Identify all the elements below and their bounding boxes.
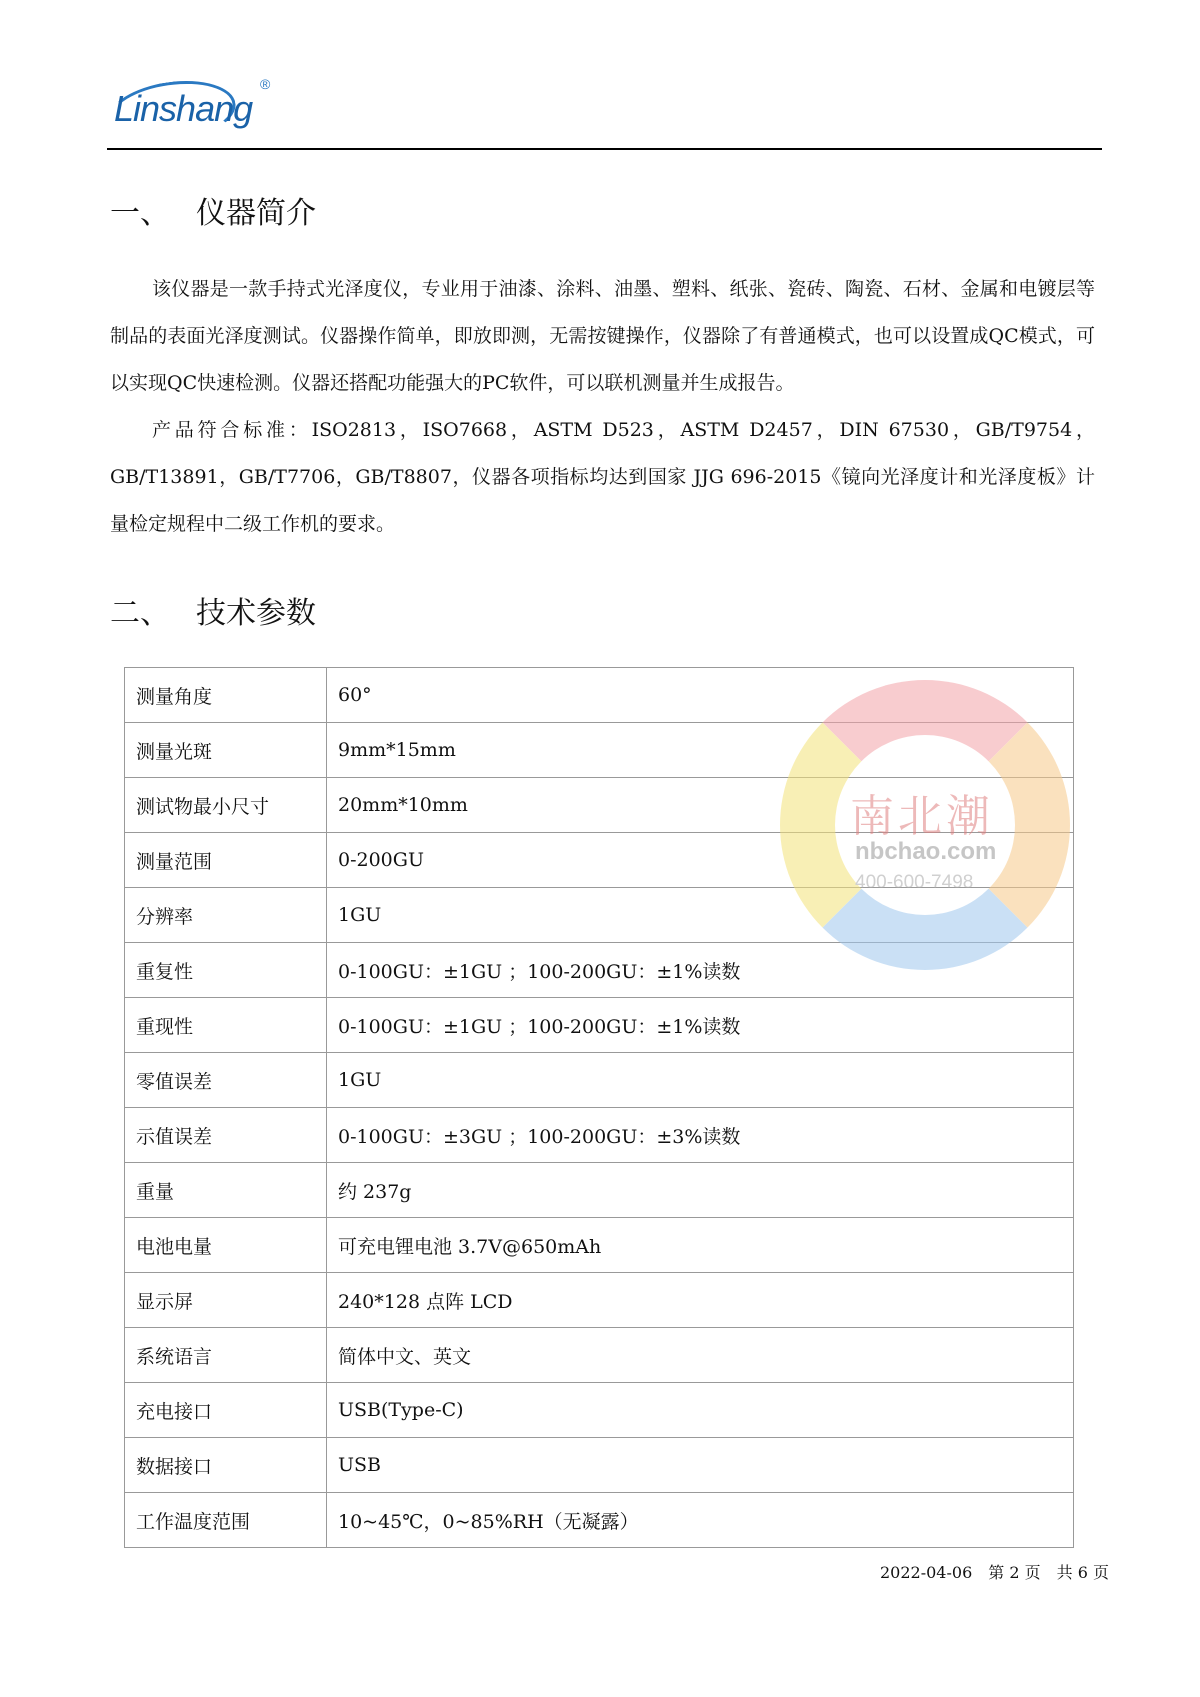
section-number: 二、: [110, 596, 170, 631]
spec-name: 测试物最小尺寸: [125, 778, 327, 833]
table-row: [125, 888, 1074, 943]
spec-value: 约 237g: [327, 1163, 1074, 1218]
section-title: 仪器简介: [196, 196, 316, 231]
table-row: [125, 1273, 1074, 1328]
table-row: [125, 1493, 1074, 1548]
table-row: [125, 998, 1074, 1053]
table-row: [125, 1108, 1074, 1163]
table-row: [125, 723, 1074, 778]
watermark-domain: nbchao.com: [855, 838, 997, 865]
spec-name: 显示屏: [125, 1273, 327, 1328]
table-row: [125, 1328, 1074, 1383]
registered-mark: ®: [260, 76, 271, 92]
spec-value: 60°: [327, 668, 1074, 723]
spec-table: [124, 667, 1074, 1548]
spec-name: 工作温度范围: [125, 1493, 327, 1548]
spec-value: 10~45℃，0~85%RH（无凝露）: [327, 1493, 1074, 1548]
intro-paragraph: 该仪器是一款手持式光泽度仪，专业用于油漆、涂料、油墨、塑料、纸张、瓷砖、陶瓷、石材、金属和电镀层等制品的表面光泽度测试。仪器操作简单，即放即测，无需按键操作，仪器除了有普通模式，也可以设置成QC模式，可以实现QC快速检测。仪器还搭配功能强大的PC软件，可以联机测量并生成报告。: [110, 278, 1095, 394]
table-row: [125, 668, 1074, 723]
intro-text: [110, 266, 1095, 548]
table-row: [125, 1438, 1074, 1493]
watermark-cn: 南北潮: [850, 791, 994, 842]
spec-name: 测量角度: [125, 668, 327, 723]
logo-text: Linshang: [114, 88, 253, 129]
table-row: [125, 1218, 1074, 1273]
section-title: 技术参数: [196, 596, 316, 631]
spec-name: 示值误差: [125, 1108, 327, 1163]
spec-value: USB: [327, 1438, 1074, 1493]
spec-value: 简体中文、英文: [327, 1328, 1074, 1383]
spec-name: 重现性: [125, 998, 327, 1053]
spec-value: USB(Type-C): [327, 1383, 1074, 1438]
table-row: [125, 943, 1074, 998]
watermark-phone: 400-600-7498: [855, 872, 974, 893]
spec-name: 重量: [125, 1163, 327, 1218]
spec-value: 0-100GU：±3GU ；100-200GU：±3%读数: [327, 1108, 1074, 1163]
section-heading-intro: [110, 188, 316, 232]
spec-value: 0-100GU：±1GU ；100-200GU：±1%读数: [327, 943, 1074, 998]
table-row: [125, 1383, 1074, 1438]
table-row: [125, 778, 1074, 833]
spec-value: 可充电锂电池 3.7V@650mAh: [327, 1218, 1074, 1273]
header-divider: [107, 148, 1102, 150]
spec-name: 系统语言: [125, 1328, 327, 1383]
page-footer: 2022-04-06 第 2 页 共 6 页: [880, 1563, 1109, 1582]
spec-name: 重复性: [125, 943, 327, 998]
spec-name: 电池电量: [125, 1218, 327, 1273]
linshang-logo: [108, 78, 278, 140]
section-heading-specs: [110, 588, 316, 632]
spec-name: 测量范围: [125, 833, 327, 888]
section-number: 一、: [110, 196, 170, 231]
table-row: [125, 833, 1074, 888]
spec-name: 测量光斑: [125, 723, 327, 778]
table-row: [125, 1163, 1074, 1218]
standards-paragraph: 产品符合标准：ISO2813，ISO7668，ASTM D523，ASTM D2457，DIN 67530，GB/T9754，GB/T13891，GB/T7706，GB/T8807，仪器各项指标均达到国家 JJG 696-2015《镜向光泽度计和光泽度板》计量检定规程中二级工作机的要求。: [110, 419, 1095, 535]
spec-value: 0-100GU：±1GU ；100-200GU：±1%读数: [327, 998, 1074, 1053]
spec-value: 0-200GU: [327, 833, 1074, 888]
spec-name: 分辨率: [125, 888, 327, 943]
spec-value: 240*128 点阵 LCD: [327, 1273, 1074, 1328]
spec-value: 1GU: [327, 1053, 1074, 1108]
spec-value: 20mm*10mm: [327, 778, 1074, 833]
spec-name: 零值误差: [125, 1053, 327, 1108]
spec-value: 1GU: [327, 888, 1074, 943]
table-row: [125, 1053, 1074, 1108]
spec-value: 9mm*15mm: [327, 723, 1074, 778]
spec-name: 充电接口: [125, 1383, 327, 1438]
spec-name: 数据接口: [125, 1438, 327, 1493]
